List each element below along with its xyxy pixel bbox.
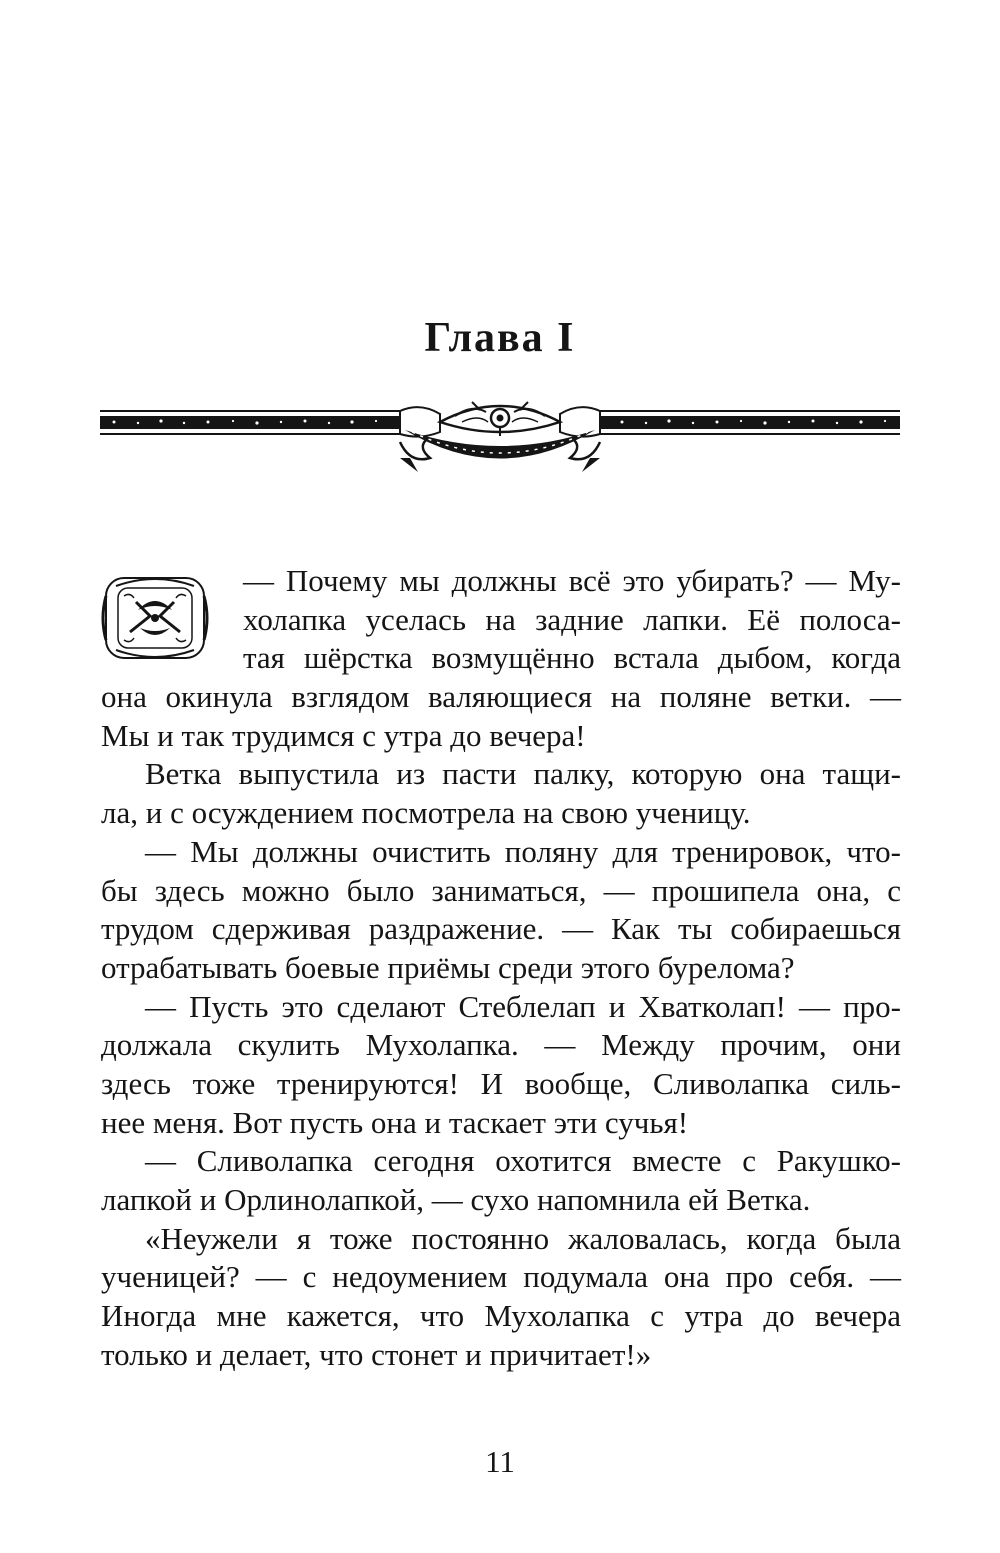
- text-line: ла, и с осуждением посмотрела на свою ученицу.: [101, 795, 751, 831]
- page-number: 11: [485, 1444, 515, 1479]
- text-line: должала скулить Мухолапка. — Между прочим, они: [101, 1027, 901, 1063]
- ornamental-divider-icon: [100, 392, 900, 482]
- text-line: — Пусть это сделают Стеблелап и Хватколап! — про-: [145, 988, 901, 1024]
- text-line: — Почему мы должны всё это убирать? — Му-: [243, 563, 901, 598]
- text-line: Мы и так трудимся с утра до вечера!: [101, 717, 586, 753]
- text-line: ученицей? — с недоумением подумала она про себя. —: [101, 1259, 901, 1295]
- text-line: только и делает, что стонет и причитает!»: [101, 1336, 652, 1372]
- text-line: бы здесь можно было заниматься, — прошипела она, с: [101, 872, 901, 908]
- text-line: она окинула взглядом валяющиеся на поляне ветки. —: [101, 679, 901, 715]
- text-line: холапка уселась на задние лапки. Её полоса-: [243, 601, 901, 637]
- text-line: Иногда мне кажется, что Мухолапка с утра до вечера: [101, 1298, 901, 1334]
- text-line: трудом сдерживая раздражение. — Как ты собираешься: [101, 911, 901, 947]
- text-line: здесь тоже тренируются! И вообще, Сливолапка силь-: [101, 1065, 901, 1101]
- text-line: тая шёрстка возмущённо встала дыбом, когда: [243, 640, 901, 676]
- text-line: — Сливолапка сегодня охотится вместе с Ракушко-: [145, 1143, 901, 1179]
- text-line: Ветка выпустила из пасти палку, которую она тащи-: [145, 756, 901, 792]
- chapter-body: [101, 562, 901, 1374]
- text-line: лапкой и Орлинолапкой, — сухо напомнила ей Ветка.: [101, 1182, 811, 1217]
- text-line: «Неужели я тоже постоянно жаловалась, когда была: [145, 1220, 901, 1256]
- text-line: отрабатывать боевые приёмы среди этого бурелома?: [101, 949, 795, 985]
- text-line: — Мы должны очистить поляну для тренировок, что-: [145, 833, 901, 869]
- chapter-title: Глава I: [424, 315, 576, 361]
- text-line: нее меня. Вот пусть она и таскает эти сучья!: [101, 1104, 689, 1140]
